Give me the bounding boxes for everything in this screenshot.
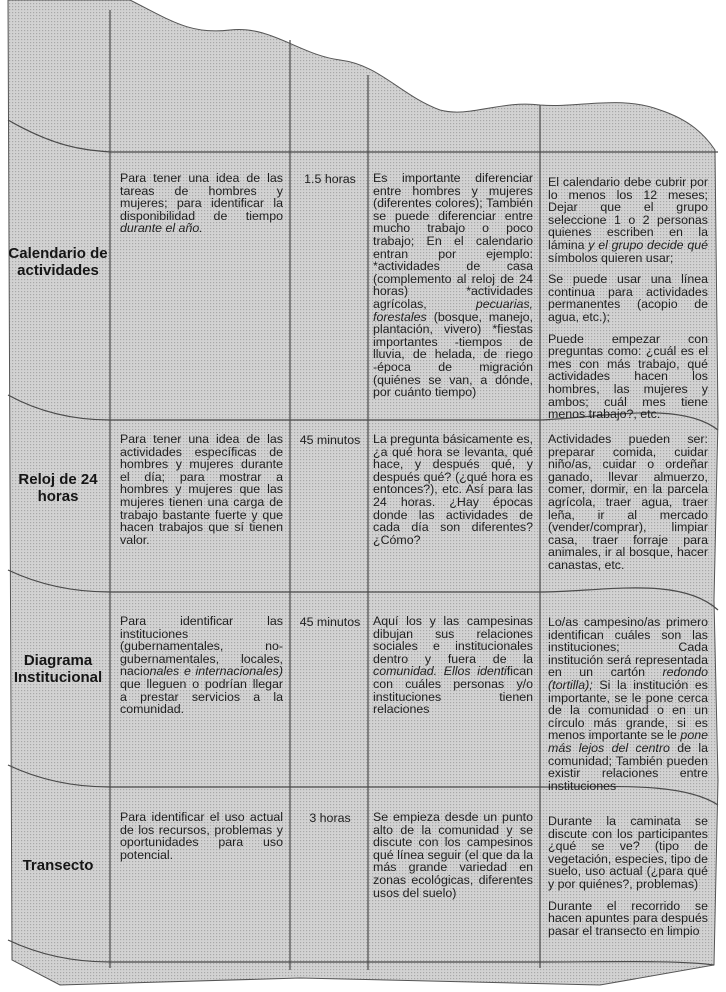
duration: 45 minutos <box>299 433 361 447</box>
notes-cell <box>548 616 708 801</box>
text-segment: Para tener una idea de las tareas de hombres y mujeres; para identificar la disponibilidad de tiempo <box>120 171 283 223</box>
paragraph <box>548 433 708 572</box>
objective-cell <box>120 433 283 555</box>
text-segment: Para tener una idea de las actividades específicas de hombres y mujeres durante el día; para mostrar a hombres y mujeres que las mujeres tienen una carga de trabajo bastante fuerte y que hacen trabajos que sí tienen valor. <box>120 432 283 547</box>
text-segment: pecuarias, forestales <box>373 296 533 324</box>
text-segment: fican con cuáles personas y/o instituciones tienen relaciones <box>373 664 533 717</box>
text-segment: redondo (tortilla); <box>548 665 708 692</box>
paragraph <box>373 615 533 716</box>
paragraph <box>120 811 283 861</box>
paragraph <box>548 176 708 264</box>
procedure-cell <box>373 811 533 908</box>
tool-name: Diagrama Institucional <box>13 652 103 686</box>
text-segment: comunidad. Ellos identi <box>373 664 507 679</box>
text-segment: nales e internacionales) <box>149 664 283 679</box>
tool-name: Reloj de 24 horas <box>18 471 98 505</box>
text-segment: Si la institución es importante, se le pone cerca de la comunidad o en un círculo más grande, si es menos importante se le <box>548 677 708 743</box>
duration: 45 minutos <box>299 615 361 629</box>
text-segment: símbolos quieren usar; <box>548 250 674 265</box>
text-segment: Durante el recorrido se hacen apuntes para después pasar el transecto en limpio <box>548 898 708 938</box>
paragraph <box>373 172 533 399</box>
paragraph <box>548 616 708 792</box>
paragraph <box>373 811 533 899</box>
text-segment: (bosque, manejo, plantación, vivero) *fiestas importantes -tiempos de lluvia, de helada, de riego -época de migración (quiénes se van, a dónde, por cuánto tiempo) <box>373 309 533 400</box>
text-segment: Es importante diferenciar entre hombres y mujeres (diferentes colores); También se puede diferenciar entre mucho trabajo o poco trabajo; En el calendario entran por ejemplo: *actividades de casa (complemento al reloj de 24 horas) *actividades agrícolas, <box>373 171 533 311</box>
tool-name: Calendario de actividades <box>8 245 108 279</box>
paragraph <box>120 172 283 235</box>
tool-name: Transecto <box>22 857 94 874</box>
text-segment: de la comunidad; También pueden existir relaciones entre instituciones <box>548 740 708 793</box>
text-segment: Se empieza desde un punto alto de la comunidad y se discute con los campesinos qué línea seguir (el que da la más grande variedad en zonas ecológicas, diferentes usos del suelo) <box>373 810 533 900</box>
procedure-cell <box>373 615 533 725</box>
objective-cell <box>120 615 283 725</box>
procedure-cell <box>373 172 533 408</box>
text-segment: que lleguen o podrían llegar a prestar servicios a la comunidad. <box>120 676 283 717</box>
notes-cell <box>548 433 708 581</box>
paragraph <box>120 615 283 716</box>
procedure-cell <box>373 433 533 555</box>
text-segment: Lo/as campesino/as primero identifican cuáles son las instituciones; Cada institución será representada en un cartón <box>548 615 708 680</box>
text-segment: Se puede usar una línea continua para actividades permanentes (acopio de agua, etc.); <box>548 272 708 324</box>
paragraph <box>548 815 708 891</box>
text-segment: La pregunta básicamente es, ¿a qué hora se levanta, qué hace, y después qué, y después qué? (¿qué hora es entonces?), etc. Así para las 24 horas. ¿Hay épocas donde las actividades de cada día son diferentes? ¿Cómo? <box>373 432 533 547</box>
text-segment: pone más lejos del centro <box>548 728 708 755</box>
notes-cell <box>548 176 708 430</box>
paragraph <box>548 273 708 323</box>
text-segment: durante el año. <box>120 221 203 236</box>
text-segment: Actividades pueden ser: preparar comida, cuidar niño/as, cuidar o ordeñar ganado, llevar almuerzo, comer, dormir, en la parcela agrícola, traer agua, traer leña, ir al mercado (vender/comprar), limpiar casa, traer forraje para animales, ir al bosque, hacer canastas, etc. <box>548 432 708 572</box>
objective-cell <box>120 811 283 870</box>
paragraph <box>373 433 533 546</box>
paragraph <box>120 433 283 546</box>
text-segment: y el grupo decide qué <box>588 237 708 252</box>
paragraph <box>548 900 708 938</box>
text-segment: El calendario debe cubrir por lo menos los 12 meses; Dejar que el grupo seleccione 1 o 2 personas quienes escriben en la lámina <box>548 175 708 252</box>
text-segment: Para identificar las instituciones (gubernamentales, no-gubernamentales, locales, nacio <box>120 614 283 679</box>
duration: 3 horas <box>309 811 351 825</box>
text-segment: Durante la caminata se discute con los participantes ¿qué se ve? (tipo de vegetación, especies, tipo de suelo, uso actual (¿para qué y por quiénes?, problemas) <box>548 814 708 891</box>
text-segment: Aquí los y las campesinas dibujan sus relaciones sociales e institucionales dentro y fuera de la <box>373 614 533 666</box>
notes-cell <box>548 815 708 946</box>
text-segment: Puede empezar con preguntas como: ¿cuál es el mes con más trabajo, qué actividades hacen los hombres, las mujeres y ambos; cuál mes tiene menos trabajo?, etc. <box>548 331 708 422</box>
text-segment: Para identificar el uso actual de los recursos, problemas y oportunidades para uso potencial. <box>120 810 283 862</box>
paragraph <box>548 333 708 421</box>
objective-cell <box>120 172 283 244</box>
duration: 1.5 horas <box>304 172 356 186</box>
